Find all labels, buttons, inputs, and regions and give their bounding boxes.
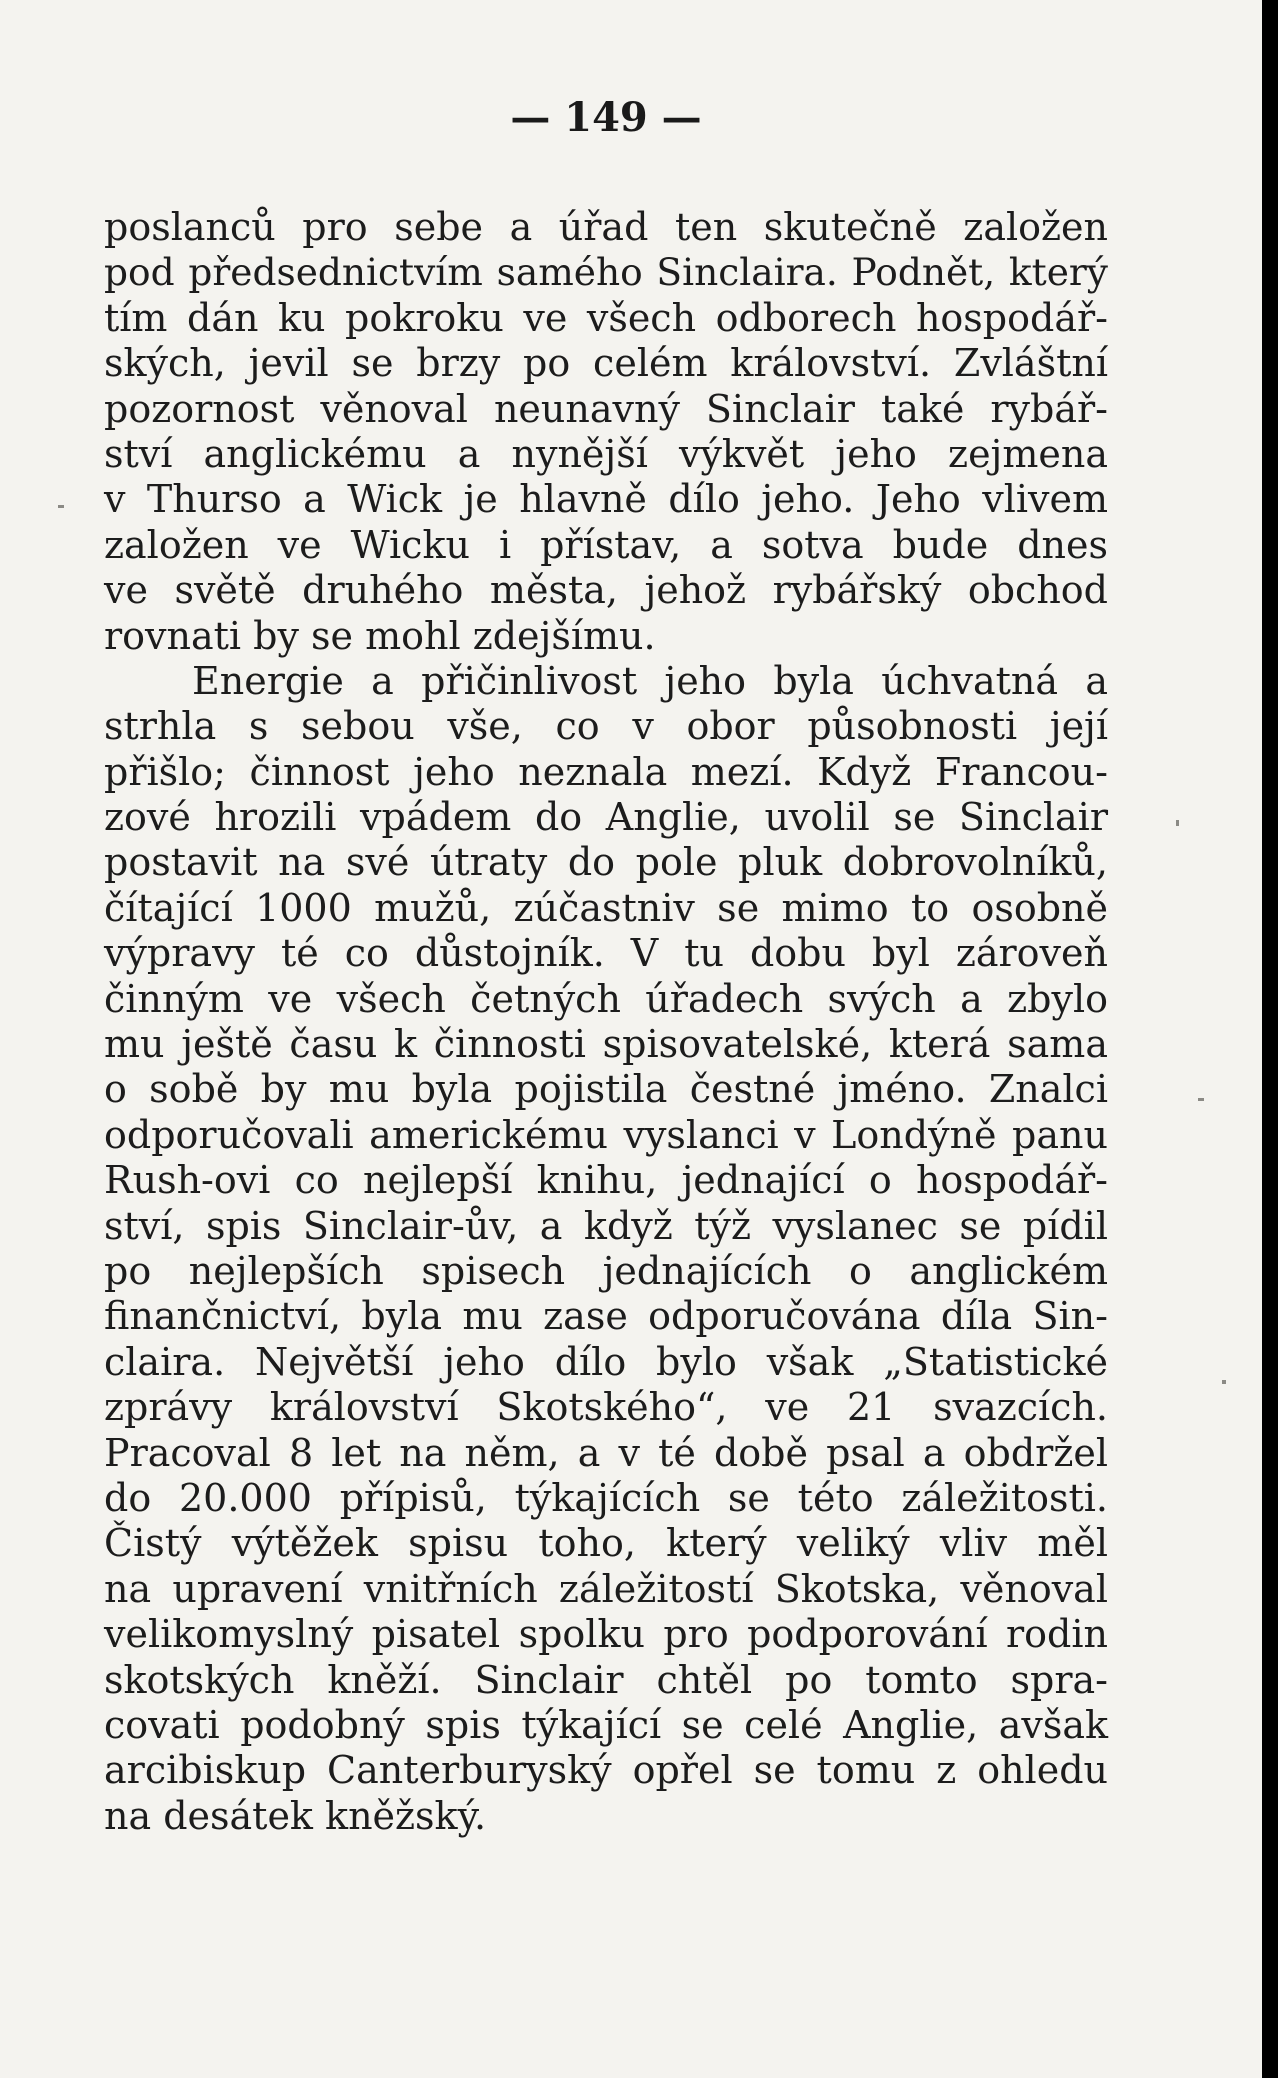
text-line: čítající 1000 mužů, zúčastniv se mimo to osobně — [104, 885, 1108, 930]
paper-speck — [1222, 1380, 1226, 1384]
text-line: Pracoval 8 let na něm, a v té době psal a obdržel — [104, 1430, 1108, 1475]
text-line: o sobě by mu byla pojistila čestné jméno. Znalci — [104, 1067, 1108, 1112]
text-line: ství anglickému a nynější výkvět jeho zejmena — [104, 431, 1108, 476]
text-line: na upravení vnitřních záležitostí Skotska, věnoval — [104, 1566, 1108, 1611]
text-line: arcibiskup Canterburyský opřel se tomu z ohledu — [104, 1748, 1108, 1793]
text-line: rovnati by se mohl zdejšímu. — [104, 613, 656, 658]
paper-speck — [1198, 1098, 1204, 1101]
text-line: pozornost věnoval neunavný Sinclair také rybář- — [104, 386, 1108, 431]
scan-edge — [1262, 0, 1278, 2078]
text-line: zové hrozili vpádem do Anglie, uvolil se Sinclair — [104, 795, 1108, 840]
text-line: velikomyslný pisatel spolku pro podporování rodin — [104, 1612, 1108, 1657]
body-text — [104, 205, 1108, 1839]
text-line: covati podobný spis týkající se celé Anglie, avšak — [104, 1702, 1108, 1747]
text-line: do 20.000 přípisů, týkajících se této záležitosti. — [104, 1475, 1108, 1520]
text-line: tím dán ku pokroku ve všech odborech hospodář- — [104, 295, 1108, 340]
text-line: výpravy té co důstojník. V tu dobu byl zároveň — [104, 931, 1108, 976]
text-line: ve světě druhého města, jehož rybářský obchod — [104, 568, 1108, 613]
text-line: claira. Největší jeho dílo bylo však „Statistické — [104, 1339, 1108, 1384]
paper-speck — [58, 505, 64, 508]
text-line: ství, spis Sinclair-ův, a když týž vyslanec se pídil — [104, 1203, 1108, 1248]
text-line: činným ve všech četných úřadech svých a zbylo — [104, 976, 1108, 1021]
text-line: finančnictví, byla mu zase odporučována díla Sin- — [104, 1294, 1108, 1339]
text-line: ských, jevil se brzy po celém království. Zvláštní — [104, 341, 1108, 386]
text-line: Rush-ovi co nejlepší knihu, jednající o hospodář- — [104, 1158, 1108, 1203]
text-line: zprávy království Skotského“, ve 21 svazcích. — [104, 1385, 1108, 1430]
text-line: skotských kněží. Sinclair chtěl po tomto spra- — [104, 1657, 1108, 1702]
text-line: v Thurso a Wick je hlavně dílo jeho. Jeho vlivem — [104, 477, 1108, 522]
text-line: odporučovali americkému vyslanci v Londýně panu — [104, 1112, 1108, 1157]
text-line: postavit na své útraty do pole pluk dobrovolníků, — [104, 840, 1108, 885]
text-line: na desátek kněžský. — [104, 1793, 487, 1838]
text-line: mu ještě času k činnosti spisovatelské, která sama — [104, 1022, 1108, 1067]
text-line: Energie a přičinlivost jeho byla úchvatná a — [192, 658, 1108, 703]
paper-speck — [1176, 820, 1179, 826]
text-line: po nejlepších spisech jednajících o anglickém — [104, 1248, 1108, 1293]
text-line: přišlo; činnost jeho neznala mezí. Když Francou- — [104, 749, 1108, 794]
page-number: — 149 — — [510, 94, 702, 141]
text-line: strhla s sebou vše, co v obor působnosti její — [104, 704, 1108, 749]
text-line: pod předsednictvím samého Sinclaira. Podnět, který — [104, 250, 1108, 295]
text-line: Čistý výtěžek spisu toho, který veliký vliv měl — [104, 1521, 1108, 1566]
text-line: poslanců pro sebe a úřad ten skutečně založen — [104, 205, 1108, 249]
text-line: založen ve Wicku i přístav, a sotva bude dnes — [104, 522, 1108, 567]
